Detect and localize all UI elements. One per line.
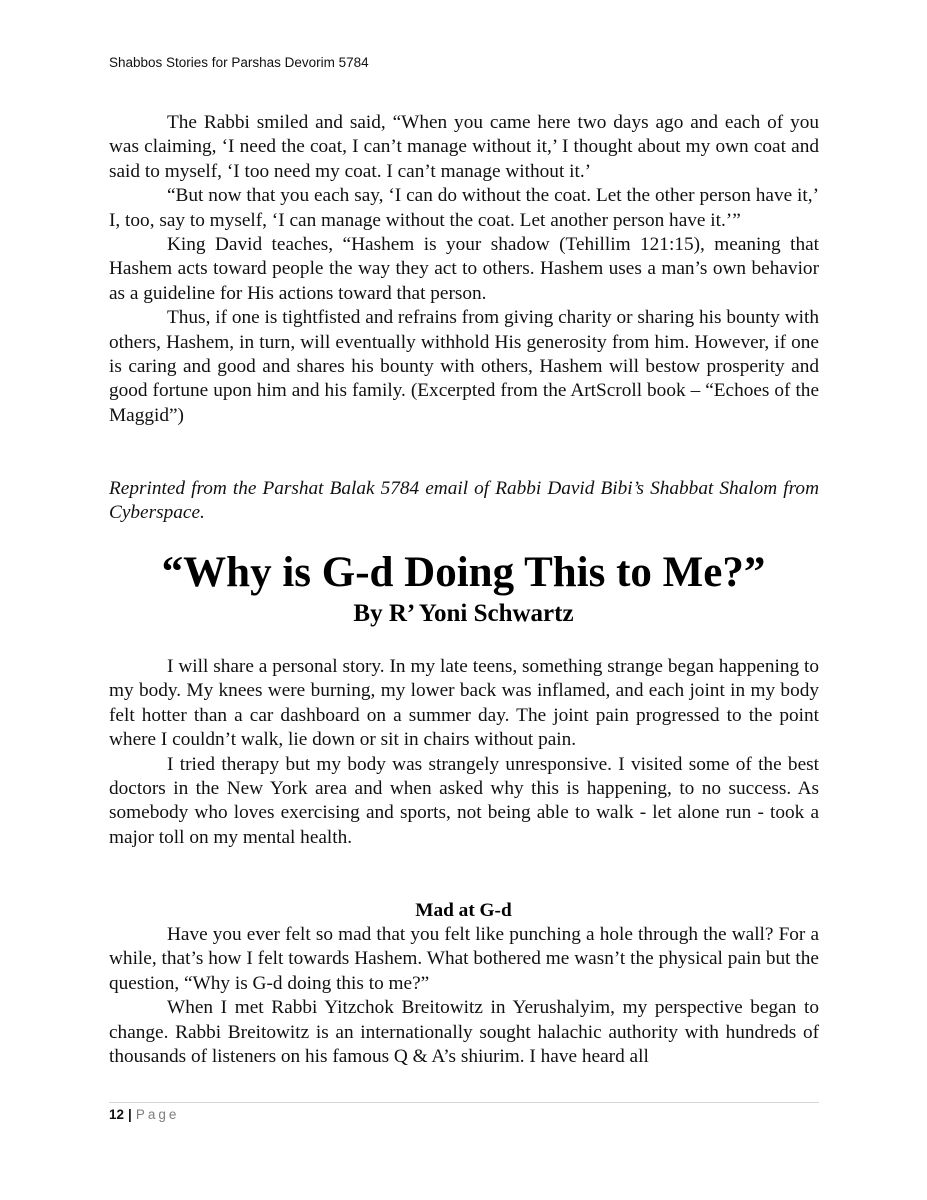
article-title: “Why is G-d Doing This to Me?” — [161, 549, 766, 596]
running-header: Shabbos Stories for Parshas Devorim 5784 — [109, 55, 369, 70]
paragraph: Thus, if one is tightfisted and refrains from giving charity or sharing his bounty with others, Hashem, in turn, will eventually withhold His generosity from him. However, if one is caring and good and shares his bounty with others, Hashem will bestow prosperity and good fortune upon him and his family. (Excerpted from the ArtScroll book – “Echoes of the Maggid”) — [109, 307, 819, 426]
story-continuation — [109, 111, 819, 428]
paragraph: When I met Rabbi Yitzchok Breitowitz in Yerushalyim, my perspective began to change. Rabbi Breitowitz is an internationally sought halachic authority with hundreds of thousands of listeners on his famous Q & A’s shiurim. I have heard all — [109, 997, 819, 1068]
paragraph: I tried therapy but my body was strangely unresponsive. I visited some of the best doctors in the New York area and when asked why this is happening, to no success. As somebody who loves exercising and sports, not being able to walk - let alone run - took a major toll on my mental health. — [109, 753, 819, 848]
paragraph: “But now that you each say, ‘I can do without the coat. Let the other person have it,’ I, too, say to myself, ‘I can manage without the coat. Let another person have it.’” — [109, 185, 819, 231]
footer-separator: | — [128, 1107, 132, 1122]
footer-divider — [109, 1102, 819, 1103]
article-intro — [109, 655, 819, 850]
paragraph: I will share a personal story. In my late teens, something strange began happening to my body. My knees were burning, my lower back was inflamed, and each joint in my body felt hotter than a car dashboard on a summer day. The joint pain progressed to the point where I couldn’t walk, lie down or sit in chairs without pain. — [109, 656, 819, 751]
paragraph: The Rabbi smiled and said, “When you came here two days ago and each of you was claiming, ‘I need the coat, I can’t manage without it,’ I thought about my own coat and said to myself, ‘I too need my coat. I can’t manage without it.’ — [109, 112, 819, 182]
article-byline: By R’ Yoni Schwartz — [353, 600, 574, 627]
section-subheading: Mad at G-d — [415, 900, 512, 921]
page-number: 12 — [109, 1107, 125, 1122]
article-section-mad-at-gd — [109, 923, 819, 1069]
page-label: Page — [135, 1107, 180, 1122]
paragraph: King David teaches, “Hashem is your shadow (Tehillim 121:15), meaning that Hashem acts toward people the way they act to others. Hashem uses a man’s own behavior as a guideline for His actions toward that person. — [109, 234, 819, 304]
page-footer — [109, 1107, 179, 1122]
reprint-note: Reprinted from the Parshat Balak 5784 email of Rabbi David Bibi’s Shabbat Shalom from Cyberspace. — [109, 478, 819, 524]
paragraph: Have you ever felt so mad that you felt like punching a hole through the wall? For a while, that’s how I felt towards Hashem. What bothered me wasn’t the physical pain but the question, “Why is G-d doing this to me?” — [109, 924, 819, 994]
